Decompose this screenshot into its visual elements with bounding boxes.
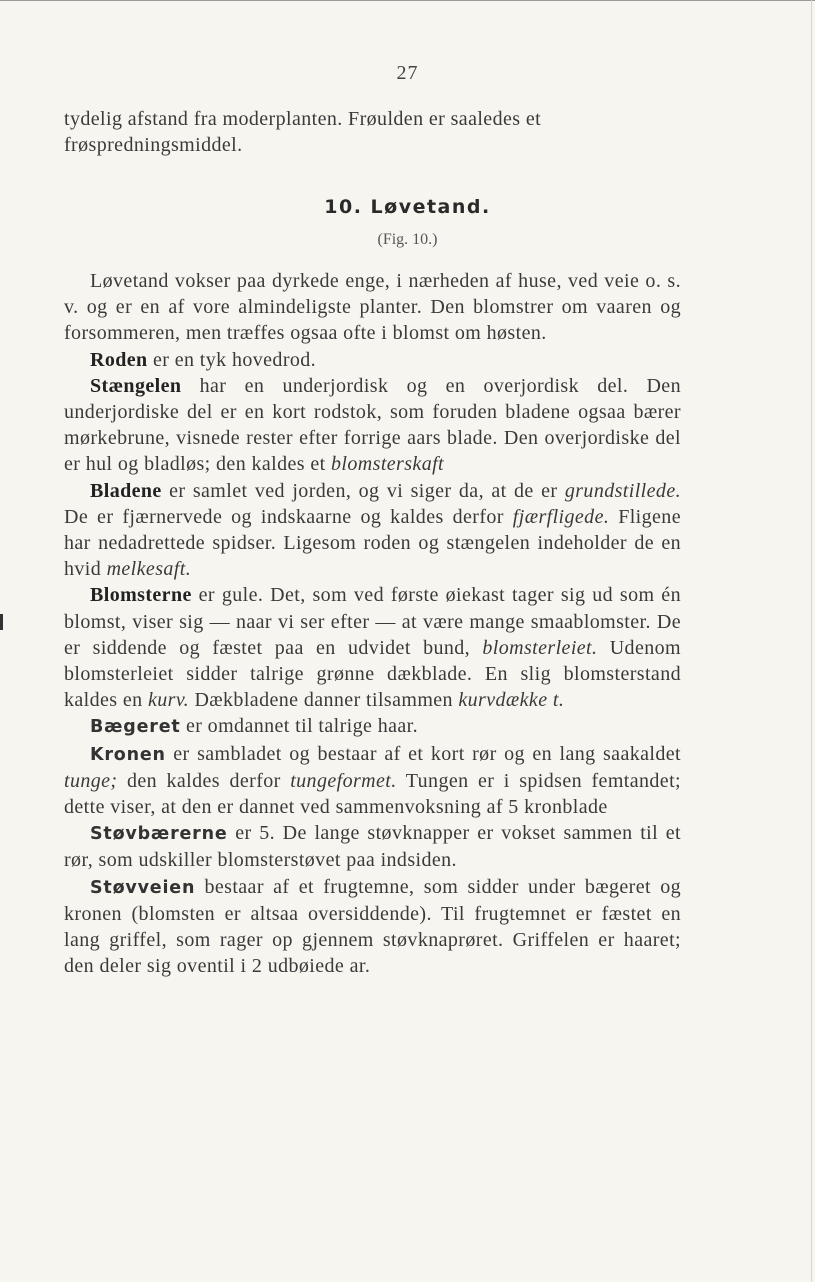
intro-line-2: frøspredningsmiddel. [64, 134, 243, 157]
paragraph-intro: Løvetand vokser paa dyrkede enge, i nærheden af huse, ved veie o. s. v. og er en af vore almindeligste planter. Den blomstrer om vaaren og forsommeren, men træffes ogsaa ofte i blomst om høsten. [64, 270, 681, 345]
term-stovbaererne: Støvbærerne [90, 824, 228, 845]
paragraph-roden: Roden er en tyk hovedrod. [90, 348, 317, 371]
margin-mark [0, 614, 3, 630]
intro-paragraph [64, 106, 681, 158]
figure-reference: (Fig. 10.) [377, 231, 438, 248]
term-bladene: Bladene [90, 479, 162, 502]
body-text [64, 268, 681, 979]
section-heading: 10. Løvetand. [324, 196, 491, 218]
intro-line-1: tydelig afstand fra moderplanten. Frøulden er saaledes et [64, 108, 542, 130]
term-blomsterne: Blomsterne [90, 584, 192, 607]
term-roden: Roden [90, 348, 148, 371]
scan-edge-top [0, 0, 815, 1]
scan-edge-right [811, 0, 812, 1282]
paragraph-stovveien: Støvveien bestaar af et frugtemne, som sidder under bægeret og kronen (blomsten er altsaa oversiddende). Til frugtemnet er fæstet en lang griffel, som rager op gjennem støvknaprøret. Griffelen er haaret; den deler sig oventil i 2 udbøiede ar. [64, 875, 681, 978]
term-staengelen: Stængelen [90, 374, 182, 397]
paragraph-stovbaererne: Støvbærerne er 5. De lange støvknapper er vokset sammen til et rør, som udskiller blomsterstøvet paa indsiden. [64, 822, 681, 872]
term-stovveien: Støvveien [90, 877, 196, 898]
paragraph-bladene: Bladene er samlet ved jorden, og vi siger da, at de er grundstillede. De er fjærnervede og indskaarne og kaldes derfor fjærfligede. Fligene har nedadrettede spidser. Ligesom roden og stængelen indeholder de en hvid melkesaft. [64, 479, 681, 581]
term-baegeret: Bægeret [90, 717, 181, 738]
term-kronen: Kronen [90, 744, 166, 765]
paragraph-staengelen: Stængelen har en underjordisk og en overjordisk del. Den underjordiske del er en kort rodstok, som foruden bladene ogsaa bærer mørkebrune, visnede rester efter forrige aars blade. Den overjordiske del er hul og bladløs; den kaldes et blomsterskaft [64, 374, 681, 476]
paragraph-baegeret: Bægeret er omdannet til talrige haar. [90, 715, 419, 738]
page-number: 27 [396, 62, 419, 84]
paragraph-blomsterne: Blomsterne er gule. Det, som ved første øiekast tager sig ud som én blomst, viser sig — naar vi ser efter — at være mange smaablomster. De er siddende og fæstet paa en udvidet bund, blomsterleiet. Udenom blomsterleiet sidder talrige grønne dækblade. En slig blomsterstand kaldes en kurv. Dækbladene danner tilsammen kurvdække t. [64, 584, 681, 712]
paragraph-kronen: Kronen er sambladet og bestaar af et kort rør og en lang saakaldet tunge; den kaldes derfor tungeformet. Tungen er i spidsen femtandet; dette viser, at den er dannet ved sammenvoksning af 5 kronblade [64, 742, 681, 819]
